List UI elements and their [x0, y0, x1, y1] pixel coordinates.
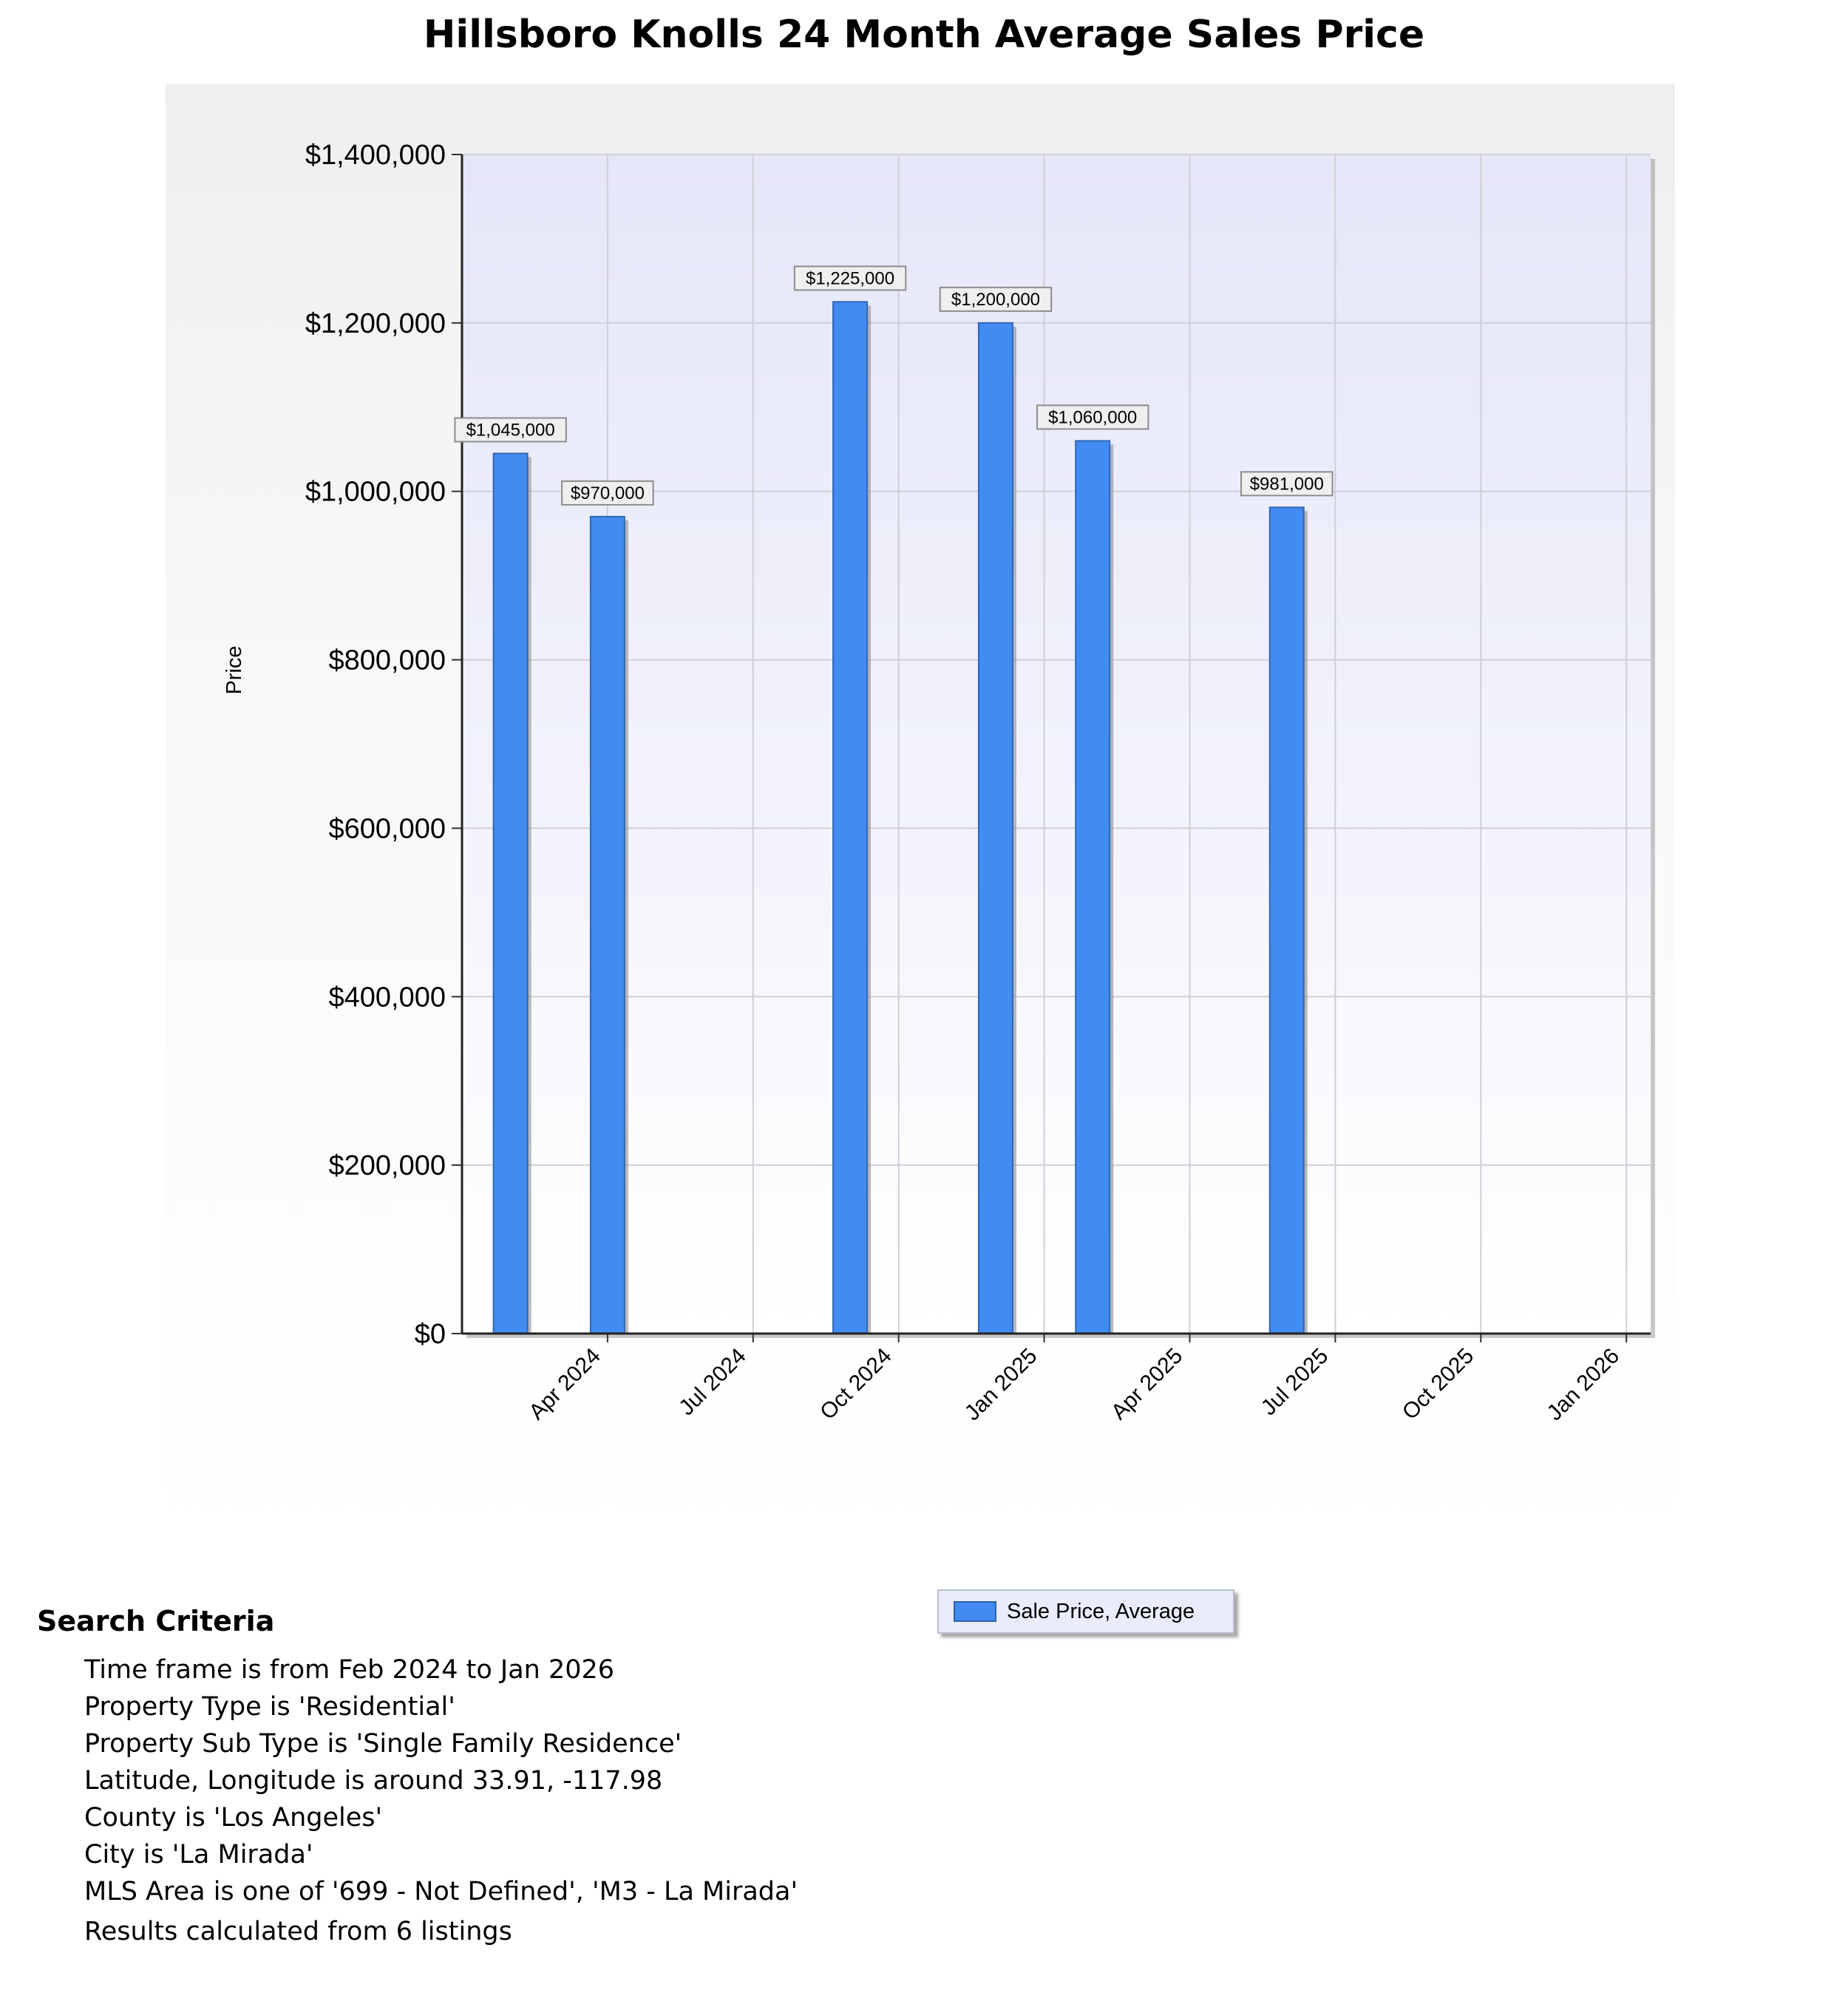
criteria-item-county: County is 'Los Angeles' [84, 1803, 383, 1833]
x-tick-label: Oct 2024 [815, 1343, 897, 1425]
data-label: $1,225,000 [805, 268, 895, 289]
criteria-item-lat-long: Latitude, Longitude is around 33.91, -117.98 [84, 1766, 663, 1796]
bar [591, 517, 625, 1334]
x-tick-label: Apr 2024 [524, 1343, 605, 1425]
x-tick-label: Jan 2025 [959, 1343, 1042, 1426]
bar [979, 323, 1013, 1334]
search-criteria-heading: Search Criteria [37, 1605, 275, 1637]
data-label: $1,200,000 [951, 289, 1041, 310]
y-tick-label: $0 [414, 1319, 446, 1350]
data-label: $970,000 [570, 483, 645, 503]
plot-area [462, 154, 1651, 1334]
y-tick-label: $1,200,000 [305, 308, 446, 339]
y-tick-label: $1,000,000 [305, 476, 446, 508]
bar [1076, 441, 1110, 1334]
data-label: $1,045,000 [466, 420, 555, 441]
y-tick-label: $400,000 [328, 982, 446, 1013]
x-tick-label: Apr 2025 [1107, 1343, 1188, 1425]
search-criteria [37, 1603, 1737, 1950]
legend-label: Sale Price, Average [1007, 1599, 1195, 1623]
y-tick-label: $1,400,000 [305, 140, 446, 171]
criteria-item-mls-area: MLS Area is one of '699 - Not Defined', 'M3 - La Mirada' [84, 1877, 798, 1906]
chart-svg [166, 84, 1675, 1555]
criteria-item-time-frame: Time frame is from Feb 2024 to Jan 2026 [84, 1655, 615, 1685]
criteria-item-property-sub-type: Property Sub Type is 'Single Family Residence' [84, 1729, 682, 1759]
data-label: $1,060,000 [1048, 407, 1138, 428]
y-axis-title: Price [222, 645, 246, 695]
page-title: Hillsboro Knolls 24 Month Average Sales Price [423, 13, 1425, 57]
bar [833, 302, 867, 1334]
x-tick-label: Jul 2024 [674, 1343, 751, 1421]
x-tick-label: Oct 2025 [1397, 1343, 1479, 1425]
bar [494, 453, 528, 1334]
x-tick-label: Jul 2025 [1256, 1343, 1334, 1421]
x-tick-label: Jan 2026 [1542, 1343, 1625, 1426]
y-tick-label: $600,000 [328, 813, 446, 845]
data-label: $981,000 [1249, 474, 1324, 495]
chart-panel [166, 84, 1675, 1623]
bar [1270, 507, 1304, 1334]
criteria-item-city: City is 'La Mirada' [84, 1840, 313, 1870]
criteria-item-property-type: Property Type is 'Residential' [84, 1692, 455, 1722]
y-tick-label: $200,000 [328, 1150, 446, 1182]
criteria-list [37, 1651, 1737, 1910]
y-tick-label: $800,000 [328, 645, 446, 676]
results-count: Results calculated from 6 listings [84, 1917, 512, 1946]
